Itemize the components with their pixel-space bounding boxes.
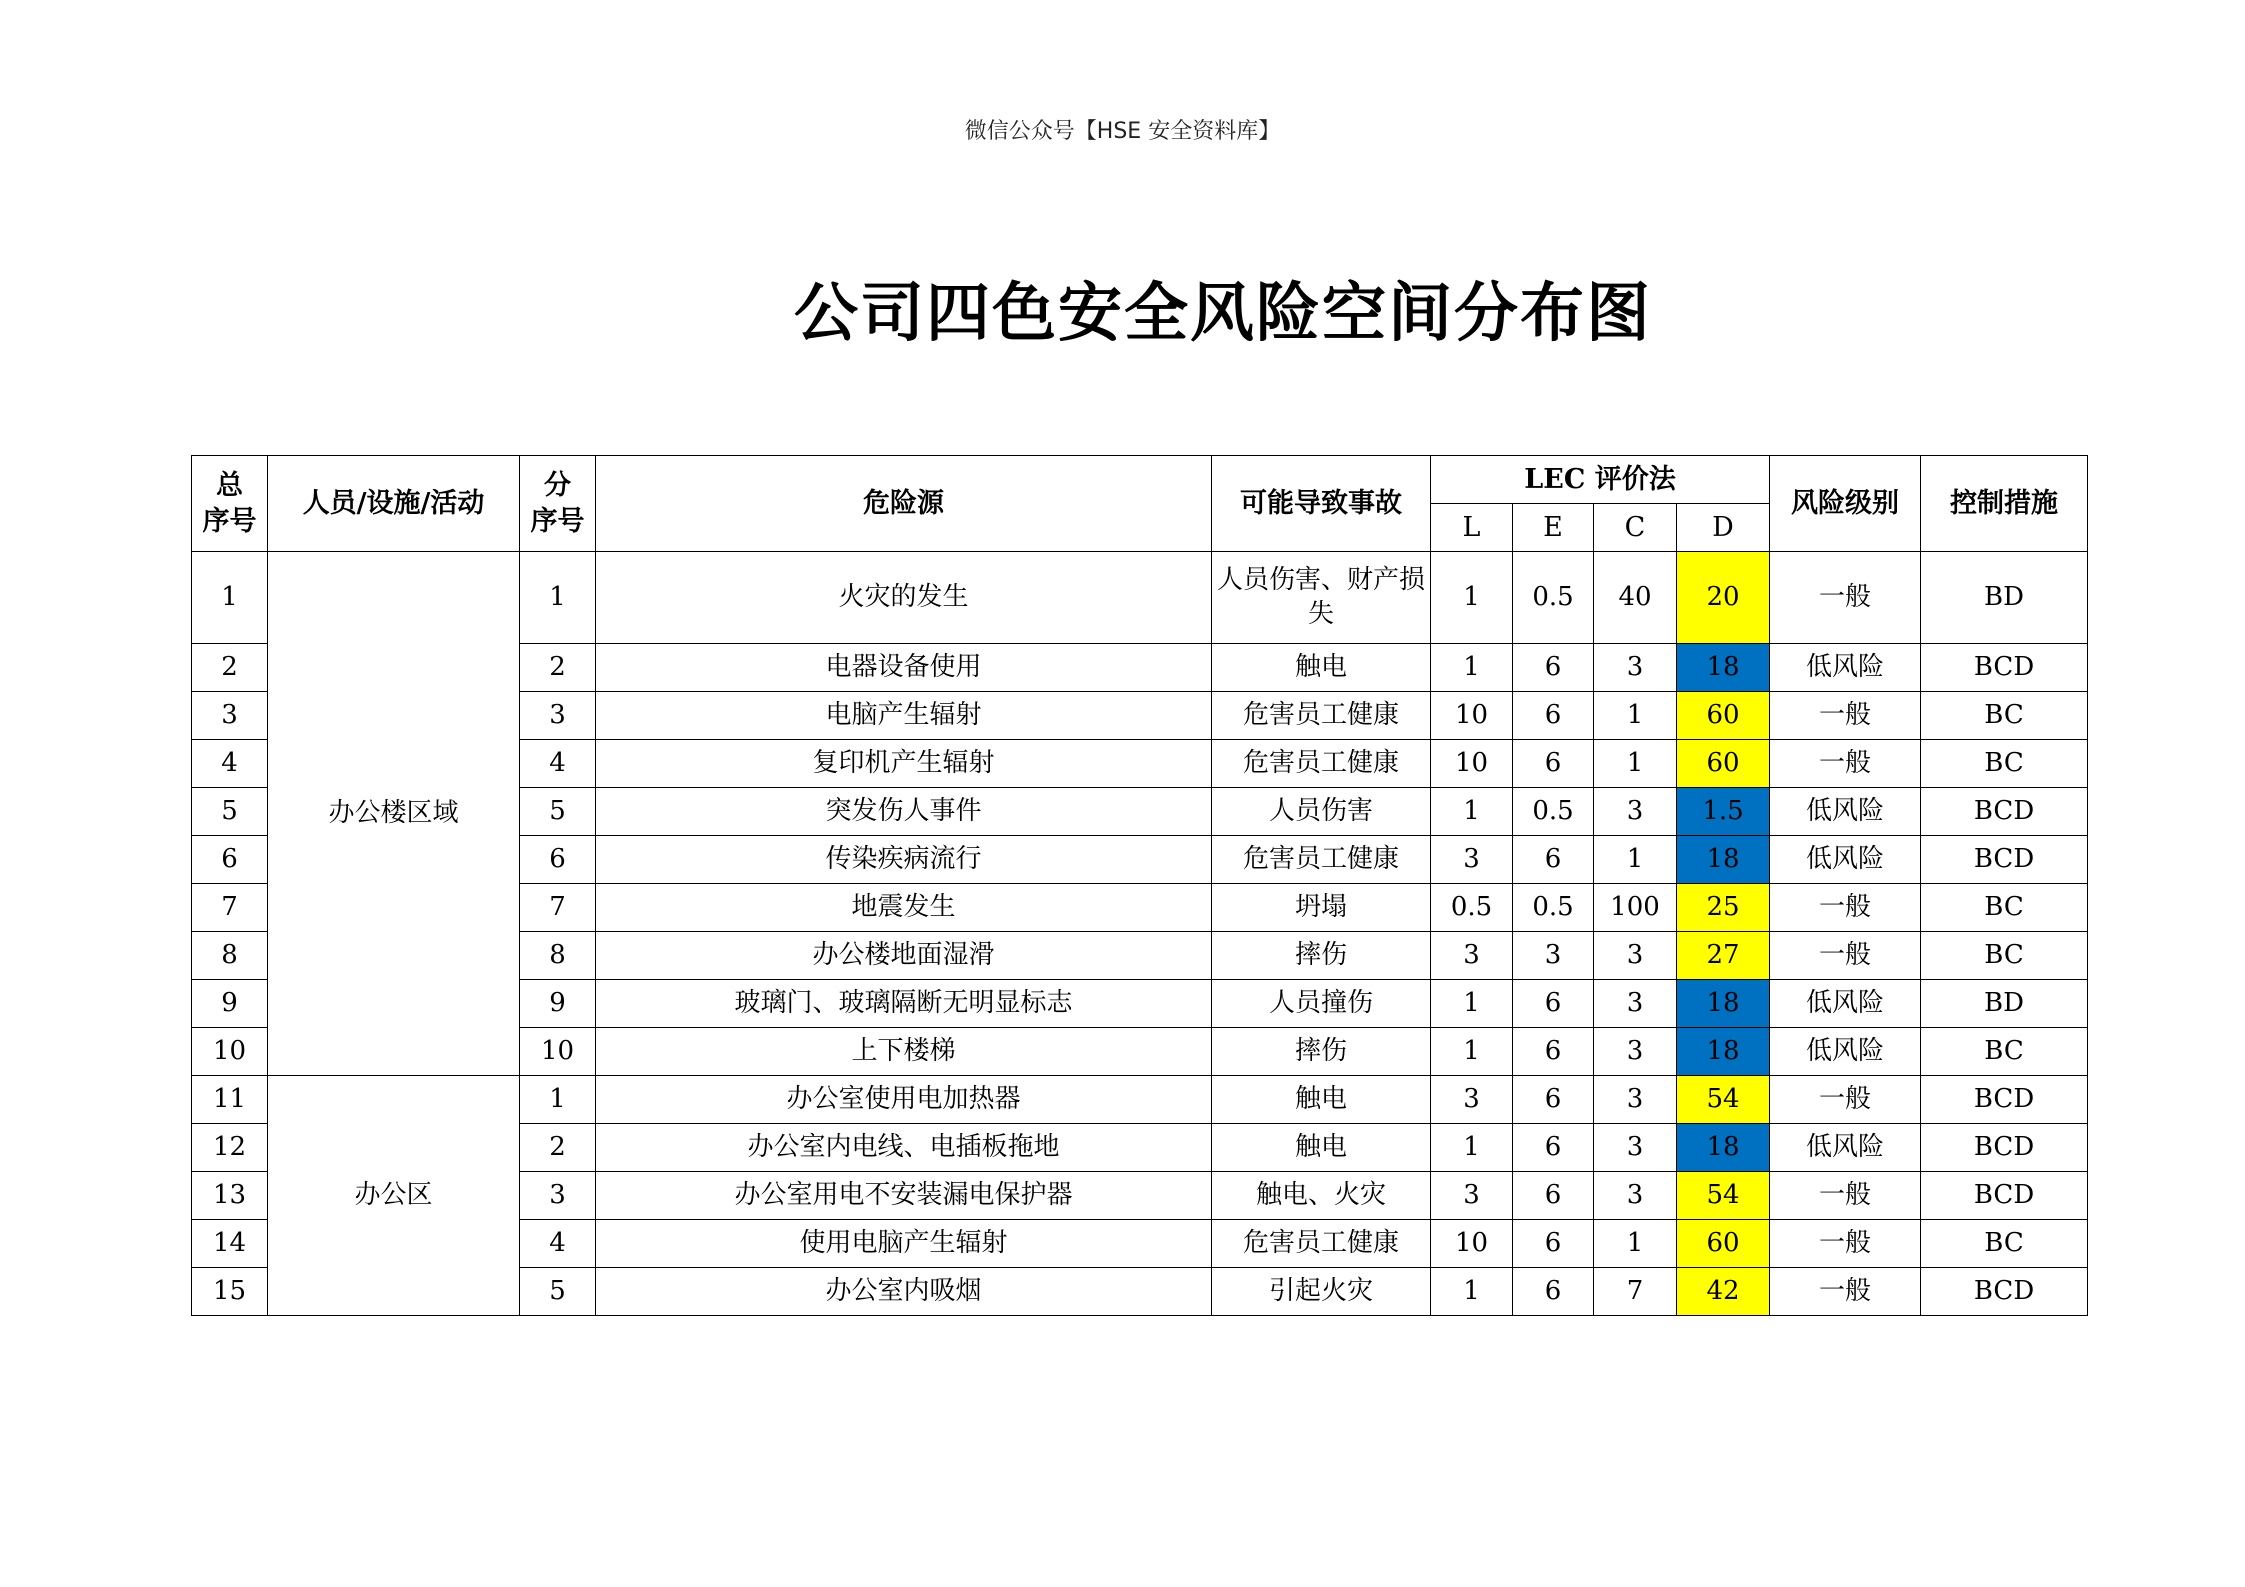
hazard-cell: 使用电脑产生辐射 [596, 1220, 1212, 1268]
total-no-cell: 12 [192, 1124, 268, 1172]
risk-level-cell: 一般 [1770, 1220, 1921, 1268]
d-cell: 1.5 [1677, 788, 1770, 836]
d-cell: 25 [1677, 884, 1770, 932]
d-cell: 60 [1677, 740, 1770, 788]
d-cell: 18 [1677, 836, 1770, 884]
l-cell: 10 [1431, 692, 1513, 740]
sub-no-cell: 8 [520, 932, 596, 980]
hazard-cell: 突发伤人事件 [596, 788, 1212, 836]
header-e: E [1513, 504, 1594, 552]
sub-no-cell: 6 [520, 836, 596, 884]
d-cell: 18 [1677, 980, 1770, 1028]
control-measures-cell: BCD [1921, 1124, 2088, 1172]
control-measures-cell: BC [1921, 1028, 2088, 1076]
header-level: 风险级别 [1770, 456, 1921, 552]
table-row [192, 552, 2088, 644]
total-no-cell: 8 [192, 932, 268, 980]
l-cell: 1 [1431, 1124, 1513, 1172]
hazard-cell: 办公楼地面湿滑 [596, 932, 1212, 980]
risk-level-cell: 一般 [1770, 740, 1921, 788]
e-cell: 6 [1513, 980, 1594, 1028]
e-cell: 6 [1513, 1076, 1594, 1124]
total-no-cell: 10 [192, 1028, 268, 1076]
sub-no-cell: 1 [520, 552, 596, 644]
l-cell: 1 [1431, 552, 1513, 644]
control-measures-cell: BD [1921, 980, 2088, 1028]
l-cell: 1 [1431, 788, 1513, 836]
accident-cell: 摔伤 [1212, 932, 1431, 980]
total-no-cell: 5 [192, 788, 268, 836]
header-accident: 可能导致事故 [1212, 456, 1431, 552]
sub-no-cell: 10 [520, 1028, 596, 1076]
d-cell: 18 [1677, 1124, 1770, 1172]
hazard-cell: 地震发生 [596, 884, 1212, 932]
accident-cell: 危害员工健康 [1212, 740, 1431, 788]
hazard-cell: 上下楼梯 [596, 1028, 1212, 1076]
c-cell: 3 [1594, 644, 1677, 692]
l-cell: 0.5 [1431, 884, 1513, 932]
risk-level-cell: 低风险 [1770, 1028, 1921, 1076]
risk-level-cell: 低风险 [1770, 788, 1921, 836]
c-cell: 3 [1594, 1124, 1677, 1172]
d-cell: 54 [1677, 1172, 1770, 1220]
accident-cell: 坍塌 [1212, 884, 1431, 932]
hazard-cell: 办公室使用电加热器 [596, 1076, 1212, 1124]
control-measures-cell: BCD [1921, 1172, 2088, 1220]
e-cell: 6 [1513, 1220, 1594, 1268]
header-l: L [1431, 504, 1513, 552]
l-cell: 3 [1431, 836, 1513, 884]
accident-cell: 人员伤害 [1212, 788, 1431, 836]
hazard-cell: 办公室内吸烟 [596, 1268, 1212, 1316]
total-no-cell: 6 [192, 836, 268, 884]
sub-no-cell: 9 [520, 980, 596, 1028]
d-cell: 54 [1677, 1076, 1770, 1124]
accident-cell: 人员撞伤 [1212, 980, 1431, 1028]
area-cell: 办公楼区域 [268, 552, 520, 1076]
l-cell: 10 [1431, 740, 1513, 788]
control-measures-cell: BC [1921, 1220, 2088, 1268]
risk-level-cell: 低风险 [1770, 644, 1921, 692]
accident-cell: 危害员工健康 [1212, 1220, 1431, 1268]
e-cell: 6 [1513, 1172, 1594, 1220]
sub-no-cell: 4 [520, 1220, 596, 1268]
hazard-cell: 复印机产生辐射 [596, 740, 1212, 788]
e-cell: 6 [1513, 692, 1594, 740]
area-cell: 办公区 [268, 1076, 520, 1316]
c-cell: 1 [1594, 1220, 1677, 1268]
total-no-cell: 14 [192, 1220, 268, 1268]
control-measures-cell: BC [1921, 692, 2088, 740]
risk-level-cell: 一般 [1770, 1172, 1921, 1220]
control-measures-cell: BCD [1921, 836, 2088, 884]
c-cell: 40 [1594, 552, 1677, 644]
accident-cell: 摔伤 [1212, 1028, 1431, 1076]
risk-level-cell: 低风险 [1770, 980, 1921, 1028]
e-cell: 6 [1513, 1124, 1594, 1172]
table-body [192, 552, 2088, 1316]
total-no-cell: 2 [192, 644, 268, 692]
header-measures: 控制措施 [1921, 456, 2088, 552]
hazard-cell: 电脑产生辐射 [596, 692, 1212, 740]
sub-no-cell: 7 [520, 884, 596, 932]
c-cell: 3 [1594, 788, 1677, 836]
l-cell: 3 [1431, 932, 1513, 980]
d-cell: 42 [1677, 1268, 1770, 1316]
total-no-cell: 13 [192, 1172, 268, 1220]
l-cell: 3 [1431, 1172, 1513, 1220]
accident-cell: 触电、火灾 [1212, 1172, 1431, 1220]
accident-cell: 触电 [1212, 1124, 1431, 1172]
c-cell: 1 [1594, 836, 1677, 884]
hazard-cell: 电器设备使用 [596, 644, 1212, 692]
accident-cell: 危害员工健康 [1212, 692, 1431, 740]
header-sub-no-label: 分 序号 [530, 470, 585, 537]
control-measures-cell: BC [1921, 740, 2088, 788]
d-cell: 18 [1677, 644, 1770, 692]
header-total-no-label: 总 序号 [202, 470, 257, 537]
header-row-1 [192, 456, 2088, 504]
c-cell: 3 [1594, 932, 1677, 980]
risk-level-cell: 一般 [1770, 1076, 1921, 1124]
c-cell: 1 [1594, 692, 1677, 740]
header-c: C [1594, 504, 1677, 552]
d-cell: 60 [1677, 1220, 1770, 1268]
header-d: D [1677, 504, 1770, 552]
control-measures-cell: BC [1921, 884, 2088, 932]
hazard-cell: 玻璃门、玻璃隔断无明显标志 [596, 980, 1212, 1028]
sub-no-cell: 3 [520, 692, 596, 740]
risk-level-cell: 低风险 [1770, 836, 1921, 884]
hazard-cell: 火灾的发生 [596, 552, 1212, 644]
hazard-cell: 办公室内电线、电插板拖地 [596, 1124, 1212, 1172]
risk-level-cell: 一般 [1770, 692, 1921, 740]
l-cell: 1 [1431, 1028, 1513, 1076]
total-no-cell: 11 [192, 1076, 268, 1124]
control-measures-cell: BCD [1921, 1076, 2088, 1124]
e-cell: 6 [1513, 836, 1594, 884]
total-no-cell: 9 [192, 980, 268, 1028]
risk-level-cell: 一般 [1770, 932, 1921, 980]
e-cell: 6 [1513, 1268, 1594, 1316]
d-cell: 18 [1677, 1028, 1770, 1076]
control-measures-cell: BD [1921, 552, 2088, 644]
e-cell: 6 [1513, 644, 1594, 692]
accident-cell: 人员伤害、财产损失 [1212, 552, 1431, 644]
risk-level-cell: 低风险 [1770, 1124, 1921, 1172]
l-cell: 1 [1431, 980, 1513, 1028]
e-cell: 0.5 [1513, 552, 1594, 644]
control-measures-cell: BCD [1921, 1268, 2088, 1316]
risk-level-cell: 一般 [1770, 1268, 1921, 1316]
sub-no-cell: 2 [520, 1124, 596, 1172]
l-cell: 3 [1431, 1076, 1513, 1124]
control-measures-cell: BCD [1921, 644, 2088, 692]
accident-cell: 触电 [1212, 644, 1431, 692]
control-measures-cell: BCD [1921, 788, 2088, 836]
c-cell: 7 [1594, 1268, 1677, 1316]
sub-no-cell: 5 [520, 1268, 596, 1316]
risk-level-cell: 一般 [1770, 552, 1921, 644]
total-no-cell: 7 [192, 884, 268, 932]
c-cell: 3 [1594, 980, 1677, 1028]
sub-no-cell: 1 [520, 1076, 596, 1124]
table-row [192, 1076, 2088, 1124]
control-measures-cell: BC [1921, 932, 2088, 980]
accident-cell: 引起火灾 [1212, 1268, 1431, 1316]
l-cell: 1 [1431, 1268, 1513, 1316]
total-no-cell: 15 [192, 1268, 268, 1316]
c-cell: 3 [1594, 1172, 1677, 1220]
risk-level-cell: 一般 [1770, 884, 1921, 932]
page-title: 公司四色安全风险空间分布图 [794, 277, 1652, 351]
c-cell: 3 [1594, 1076, 1677, 1124]
e-cell: 0.5 [1513, 884, 1594, 932]
hazard-cell: 传染疾病流行 [596, 836, 1212, 884]
watermark-text: 微信公众号【HSE 安全资料库】 [964, 119, 1281, 144]
e-cell: 3 [1513, 932, 1594, 980]
header-activity: 人员/设施/活动 [268, 456, 520, 552]
d-cell: 20 [1677, 552, 1770, 644]
e-cell: 6 [1513, 740, 1594, 788]
c-cell: 3 [1594, 1028, 1677, 1076]
c-cell: 1 [1594, 740, 1677, 788]
sub-no-cell: 2 [520, 644, 596, 692]
c-cell: 100 [1594, 884, 1677, 932]
accident-cell: 触电 [1212, 1076, 1431, 1124]
l-cell: 1 [1431, 644, 1513, 692]
risk-table [191, 455, 2088, 1316]
l-cell: 10 [1431, 1220, 1513, 1268]
sub-no-cell: 5 [520, 788, 596, 836]
e-cell: 6 [1513, 1028, 1594, 1076]
sub-no-cell: 4 [520, 740, 596, 788]
d-cell: 27 [1677, 932, 1770, 980]
e-cell: 0.5 [1513, 788, 1594, 836]
header-total-no [192, 456, 268, 552]
total-no-cell: 1 [192, 552, 268, 644]
header-lec: LEC 评价法 [1431, 456, 1770, 504]
total-no-cell: 3 [192, 692, 268, 740]
sub-no-cell: 3 [520, 1172, 596, 1220]
accident-cell: 危害员工健康 [1212, 836, 1431, 884]
d-cell: 60 [1677, 692, 1770, 740]
total-no-cell: 4 [192, 740, 268, 788]
hazard-cell: 办公室用电不安装漏电保护器 [596, 1172, 1212, 1220]
header-sub-no [520, 456, 596, 552]
header-hazard: 危险源 [596, 456, 1212, 552]
